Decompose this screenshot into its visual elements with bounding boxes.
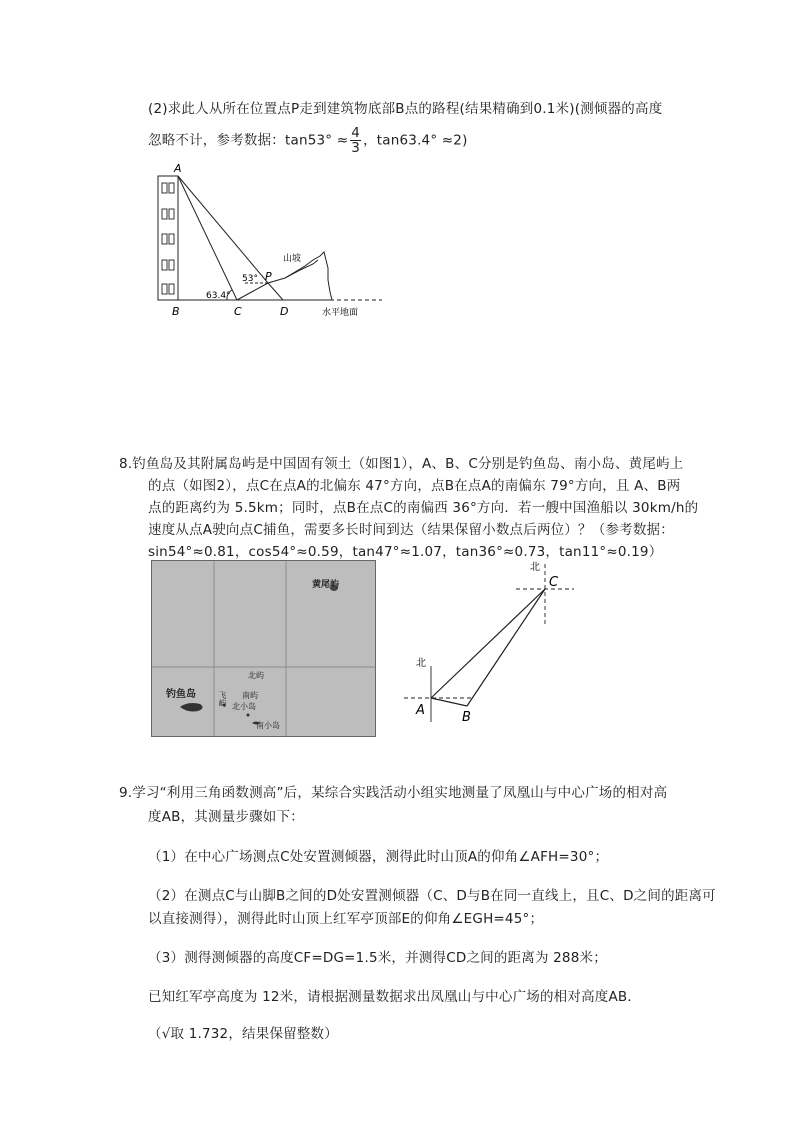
label-b: B — [172, 305, 180, 318]
map-label-nanyu: 南屿 — [242, 691, 258, 700]
q7-line2-b: ，tan63.4° ≈2) — [363, 132, 468, 149]
q9-known: 已知红军亭高度为 12米，请根据测量数据求出凤凰山与中心广场的相对高度AB． — [148, 989, 642, 1005]
map-label-beixiao: 北小岛 — [232, 702, 256, 711]
q9-line1: 9.学习“利用三角函数测高”后，某综合实践活动小组实地测量了凤凰山与中心广场的相对高 — [119, 785, 668, 801]
line-ac — [178, 176, 237, 300]
q8-line3: 点的距离约为 5.5km；同时，点B在点C的南偏西 36°方向．若一艘中国渔船以 30km/h的 — [148, 500, 699, 516]
q8-line5: sin54°≈0.81，cos54°≈0.59，tan47°≈1.07，tan36°≈0.73，tan11°≈0.19） — [148, 544, 663, 560]
q9-line2: 度AB，其测量步骤如下： — [148, 809, 304, 825]
q7-frac-den: 3 — [351, 140, 361, 156]
q8-geometry-figure — [398, 556, 588, 731]
label-north-a: 北 — [416, 658, 426, 669]
label-slope: 山坡 — [283, 254, 302, 264]
label-c: C — [549, 575, 559, 590]
label-north-c: 北 — [530, 562, 540, 573]
map-label-feiyu: 飞屿 — [218, 691, 227, 707]
q9-step3: （3）测得测倾器的高度CF=DG=1.5米，并测得CD之间的距离为 288米； — [148, 950, 607, 966]
label-c: C — [234, 305, 242, 318]
q9-step2a: （2）在测点C与山脚B之间的D处安置测倾器（C、D与B在同一直线上，且C、D之间的距离可 — [148, 888, 716, 904]
label-a: A — [174, 162, 182, 175]
label-p: P — [265, 270, 272, 283]
label-d: D — [280, 305, 289, 318]
building-windows — [162, 183, 174, 294]
island-beixiao — [247, 714, 250, 717]
label-a: A — [416, 703, 425, 718]
map-label-huangwei: 黄尾屿 — [312, 580, 340, 590]
island-diaoyu — [180, 703, 203, 712]
q7-fraction — [350, 126, 361, 155]
q9-step2b: 以直接测得），测得此时山顶上红军亭顶部E的仰角∠EGH=45°； — [148, 911, 544, 927]
q7-line2 — [148, 126, 468, 155]
q7-line1: (2)求此人从所在位置点P走到建筑物底部B点的路程(结果精确到0.1米)(测倾器的高度 — [148, 101, 663, 117]
label-angle-p: 53° — [242, 274, 258, 284]
q8-line4: 速度从点A驶向点C捕鱼，需要多长时间到达（结果保留小数点后两位）？（参考数据： — [148, 522, 674, 538]
map-label-diaoyu: 钓鱼岛 — [166, 689, 196, 700]
line-ac — [431, 589, 545, 698]
q7-frac-num: 4 — [351, 125, 361, 141]
label-b: B — [462, 710, 471, 725]
map-grid — [152, 561, 375, 736]
line-ap — [178, 176, 268, 283]
q8-line1: 8.钓鱼岛及其附属岛屿是中国固有领土（如图1），A、B、C分别是钓鱼岛、南小岛、黄尾屿上 — [119, 456, 684, 472]
q7-figure — [150, 160, 390, 320]
q7-line2-a: 忽略不计，参考数据：tan53° ≈ — [148, 132, 349, 149]
q8-map-figure — [151, 560, 376, 737]
line-bc — [467, 589, 545, 706]
q9-note: （√取 1.732，结果保留整数） — [148, 1026, 338, 1042]
building — [158, 176, 178, 300]
q9-step1: （1）在中心广场测点C处安置测倾器，测得此时山顶A的仰角∠AFH=30°； — [148, 849, 609, 865]
line-ab — [431, 698, 467, 706]
label-ground: 水平地面 — [322, 308, 359, 318]
q8-line2: 的点（如图2），点C在点A的北偏东 47°方向，点B在点A的南偏东 79°方向，且 A、B两 — [148, 478, 681, 494]
line-pd — [268, 283, 283, 300]
map-label-nanxiao: 南小岛 — [256, 721, 280, 730]
label-angle-c: 63.4° — [206, 291, 231, 301]
map-label-beiyu: 北屿 — [248, 671, 264, 680]
